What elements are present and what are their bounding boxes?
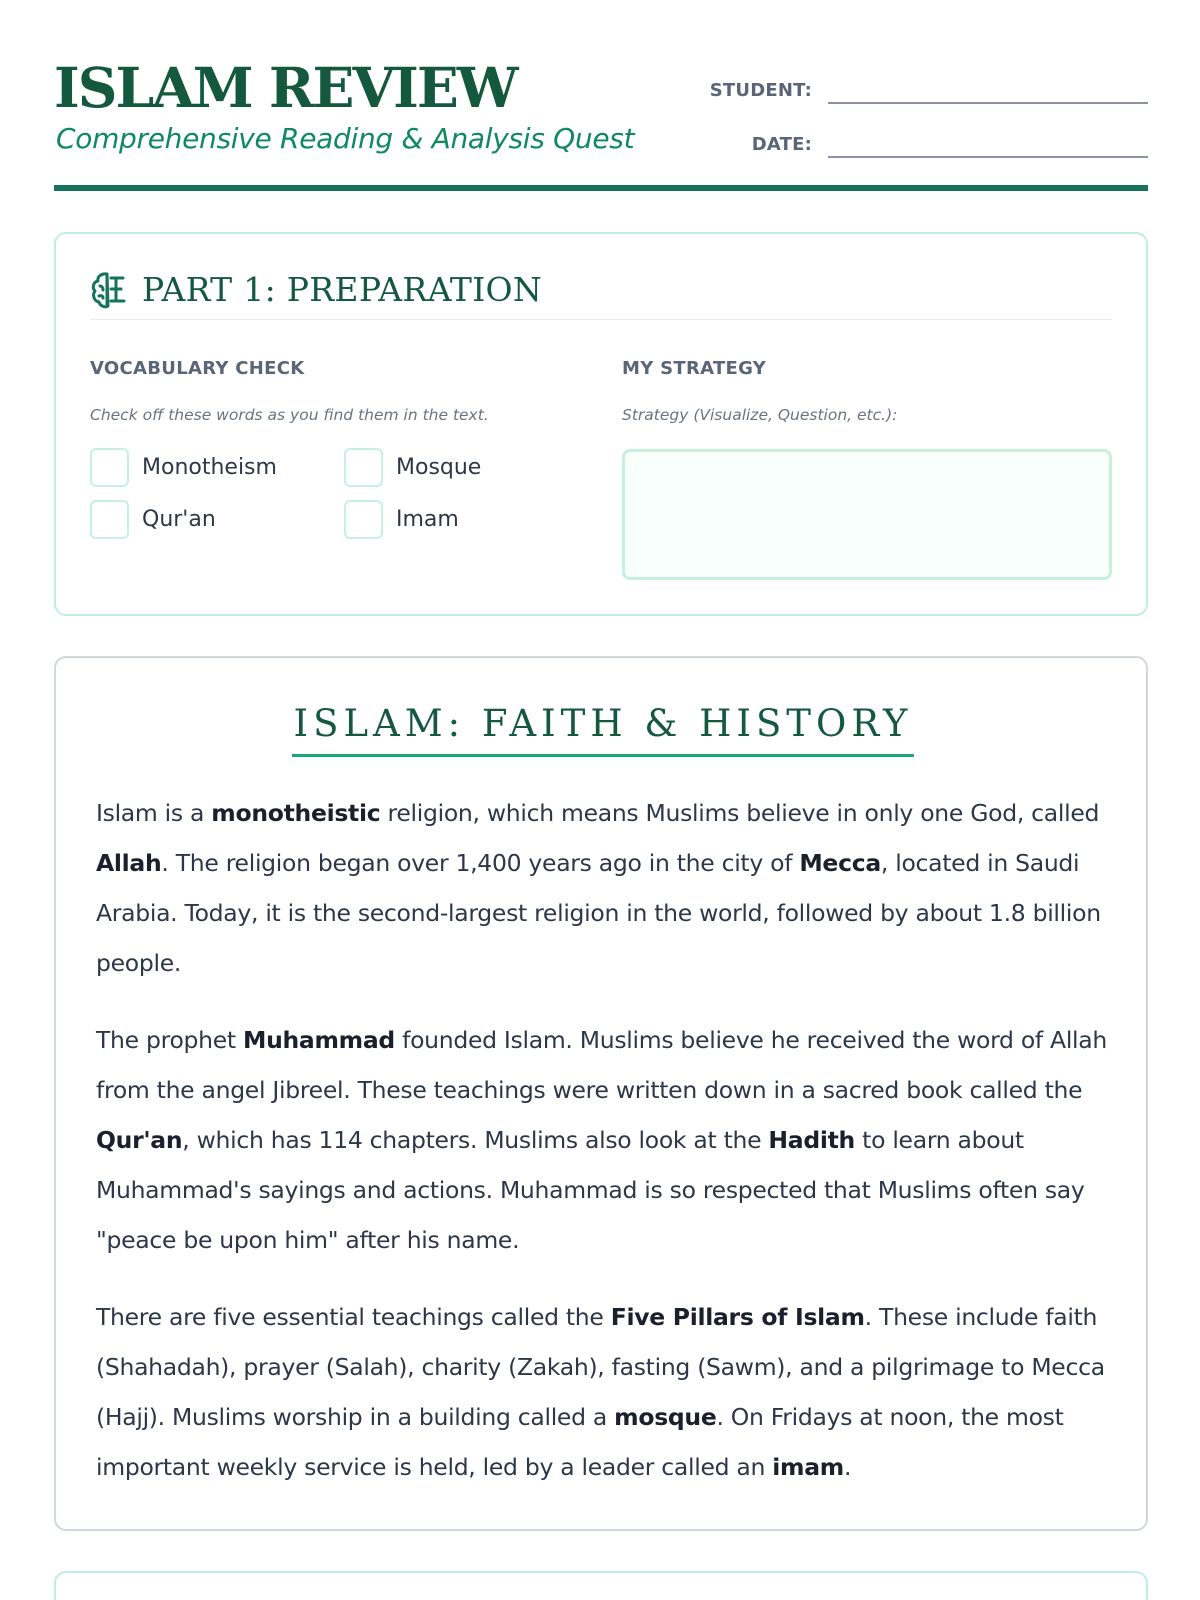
student-field — [548, 66, 1148, 106]
checkbox[interactable] — [90, 448, 129, 487]
key-term: monotheistic — [211, 799, 381, 827]
vocab-label: VOCABULARY CHECK — [90, 358, 305, 379]
key-term: imam — [772, 1453, 844, 1481]
vocab-word: Mosque — [396, 455, 482, 480]
reading-title: ISLAM: FAITH & HISTORY — [292, 702, 915, 757]
key-term: Qur'an — [96, 1126, 183, 1154]
next-section-card — [54, 1571, 1148, 1600]
strategy-hint: Strategy (Visualize, Question, etc.): — [622, 406, 898, 424]
strategy-label: MY STRATEGY — [622, 358, 767, 379]
key-term: Muhammad — [242, 1026, 395, 1054]
key-term: mosque — [614, 1403, 717, 1431]
part-header — [90, 270, 1112, 320]
page-title: ISLAM REVIEW — [54, 55, 517, 120]
strategy-input[interactable] — [622, 449, 1112, 580]
date-input[interactable] — [828, 120, 1148, 158]
preparation-card — [54, 232, 1148, 616]
student-label: STUDENT: — [709, 80, 812, 101]
student-name-input[interactable] — [828, 66, 1148, 104]
reading-paragraph: Islam is a monotheistic religion, which means Muslims believe in only one God, called Allah. The religion began over 1,400 years ago in the city of Mecca, located in Saudi Arabia. Today, it is the second-largest religion in the world, followed by about 1.8 billion people. — [96, 799, 1101, 977]
part-title: PART 1: PREPARATION — [142, 270, 543, 309]
brain-icon — [90, 270, 128, 310]
key-term: Hadith — [768, 1126, 855, 1154]
vocab-hint: Check off these words as you find them in the text. — [90, 406, 489, 424]
vocab-word: Qur'an — [142, 507, 216, 532]
reading-paragraph: The prophet Muhammad founded Islam. Muslims believe he received the word of Allah from the angel Jibreel. These teachings were written down in a sacred book called the Qur'an, which has 114 chapters. Muslims also look at the Hadith to learn about Muhammad's sayings and actions. Muhammad is so respected that Muslims often say "peace be upon him" after his name. — [96, 1026, 1107, 1254]
checkbox[interactable] — [90, 500, 129, 539]
vocab-word: Monotheism — [142, 455, 277, 480]
vocab-word: Imam — [396, 507, 459, 532]
key-term: Five Pillars of Islam — [610, 1303, 865, 1331]
key-term: Allah — [96, 849, 162, 877]
reading-title-wrap — [56, 702, 1150, 757]
date-label: DATE: — [751, 134, 812, 155]
checkbox[interactable] — [344, 448, 383, 487]
header-divider — [54, 185, 1148, 191]
key-term: Mecca — [799, 849, 881, 877]
date-field — [548, 120, 1148, 160]
worksheet-header — [54, 0, 1148, 193]
reading-card — [54, 656, 1148, 1531]
page-subtitle: Comprehensive Reading & Analysis Quest — [56, 122, 635, 155]
checkbox[interactable] — [344, 500, 383, 539]
reading-paragraph: There are five essential teachings called the Five Pillars of Islam. These include faith (Shahadah), prayer (Salah), charity (Zakah), fasting (Sawm), and a pilgrimage to Mecca (Hajj). Muslims worship in a building called a mosque. On Fridays at noon, the most important weekly service is held, led by a leader called an imam. — [96, 1303, 1105, 1481]
